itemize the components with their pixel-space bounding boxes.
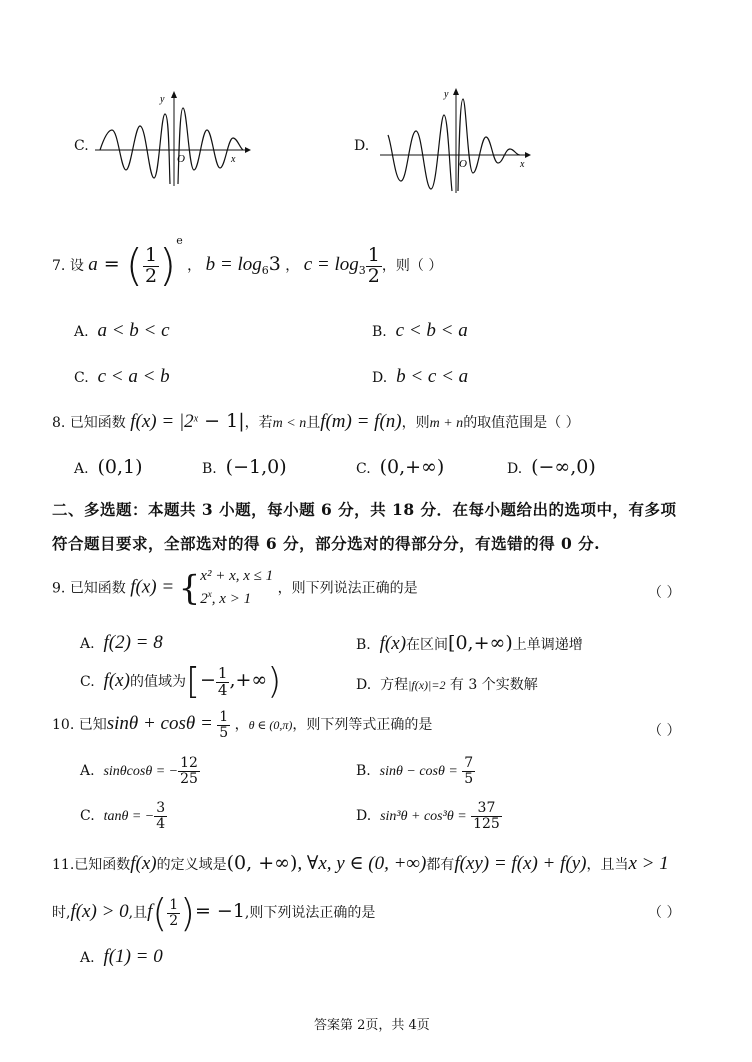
x-label: x [231, 154, 236, 165]
y-axis-arrow [453, 88, 459, 95]
q10-option-c[interactable]: C. tanθ = − $\frac{3}{4}$ [80, 800, 166, 832]
x-label: x [520, 159, 525, 170]
option-c-label: C. [74, 138, 89, 154]
section-heading-line2: 符合题目要求，全部选对的得 6 分，部分选对的得部分分，有选错的得 0 分. [52, 534, 601, 553]
q11-stem-line2: 时,f(x) > 0,且f( $\frac{1}{2}$ )= −1,则下列说法正确的是 [52, 891, 376, 935]
origin-label: O [177, 153, 185, 165]
q8-option-a[interactable]: A. (0,1) [74, 456, 143, 478]
curve-c-left [100, 114, 170, 184]
q10-option-a[interactable]: A. sinθcosθ = − $\frac{12}{25}$ [80, 755, 198, 787]
q8-option-c[interactable]: C. (0,+∞) [356, 456, 445, 478]
q9-option-d[interactable]: D. 方程|f(x)|=2 有 3 个实数解 [356, 677, 538, 693]
q10-bracket: （ ） [648, 723, 681, 739]
y-axis-arrow [171, 91, 177, 98]
q10-option-b[interactable]: B. sinθ − cosθ = $\frac{7}{5}$ [356, 755, 474, 787]
q7-option-c[interactable]: C. c < a < b [74, 366, 170, 387]
q8-stem: 8. 已知函数 $f(x) = |2^x - 1|$，若m < n且f(m) = f(n)，则m + n的取值范围是（ ） [52, 410, 580, 432]
q8-option-d[interactable]: D. (−∞,0) [507, 456, 596, 478]
curve-d-left [388, 115, 452, 191]
q7-option-d[interactable]: D. b < c < a [372, 366, 469, 387]
section-heading-line1: 二、多选题：本题共 3 小题，每小题 6 分，共 18 分．在每小题给出的选项中，有多项 [52, 500, 677, 519]
page-footer: 答案第 2页，共 4页 [314, 1018, 430, 1033]
origin-label: O [459, 158, 467, 170]
x-axis-arrow [525, 152, 531, 158]
curve-c-right [178, 108, 243, 184]
option-d-label: D. [354, 138, 370, 154]
q7-option-b[interactable]: B. c < b < a [372, 320, 468, 341]
q10-stem: 10. 已知sinθ + cosθ = $\frac{1}{5}$ ，θ ∈ (0,π)，则下列等式正确的是 [52, 709, 433, 741]
q11-stem-line1: 11.已知函数f(x)的定义域是(0, +∞), ∀x, y ∈ (0, +∞)都有f(xy) = f(x) + f(y)，且当x > 1 [52, 852, 669, 874]
y-label: y [444, 89, 449, 100]
graph-c [95, 88, 255, 188]
q10-option-d[interactable]: D. sin³θ + cos³θ = $\frac{37}{125}$ [356, 800, 500, 832]
q7-option-a[interactable]: A. a < b < c [74, 320, 170, 341]
q9-option-a[interactable]: A. f(2) = 8 [80, 632, 163, 653]
x-axis-arrow [245, 147, 251, 153]
y-label: y [160, 94, 165, 105]
q9-option-b[interactable]: B. f(x)在区间[0,+∞)上单调递增 [356, 632, 583, 654]
q9-stem: 9. 已知函数 f(x) = { x² + x, x ≤ 1 2$^x$, x > 1 ，则下列说法正确的是 [52, 568, 418, 609]
q11-option-a[interactable]: A. f(1) = 0 [80, 946, 163, 967]
q9-option-c[interactable]: C. f(x)的值域为[− $\frac{1}{4}$ ,+∞) [80, 661, 282, 702]
q9-bracket: （ ） [648, 585, 681, 601]
q11-bracket: （ ） [648, 905, 681, 921]
graph-d [380, 85, 540, 195]
q7-stem: 7. 设 a = ( $\frac{1}{2}$ )$^e$ ， $b = \log_63$ ， $c = \log_3$ $\frac{1}{2}$ ，则（ ） [52, 234, 443, 291]
curve-d-right [458, 99, 520, 191]
q8-option-b[interactable]: B. (−1,0) [202, 456, 287, 478]
